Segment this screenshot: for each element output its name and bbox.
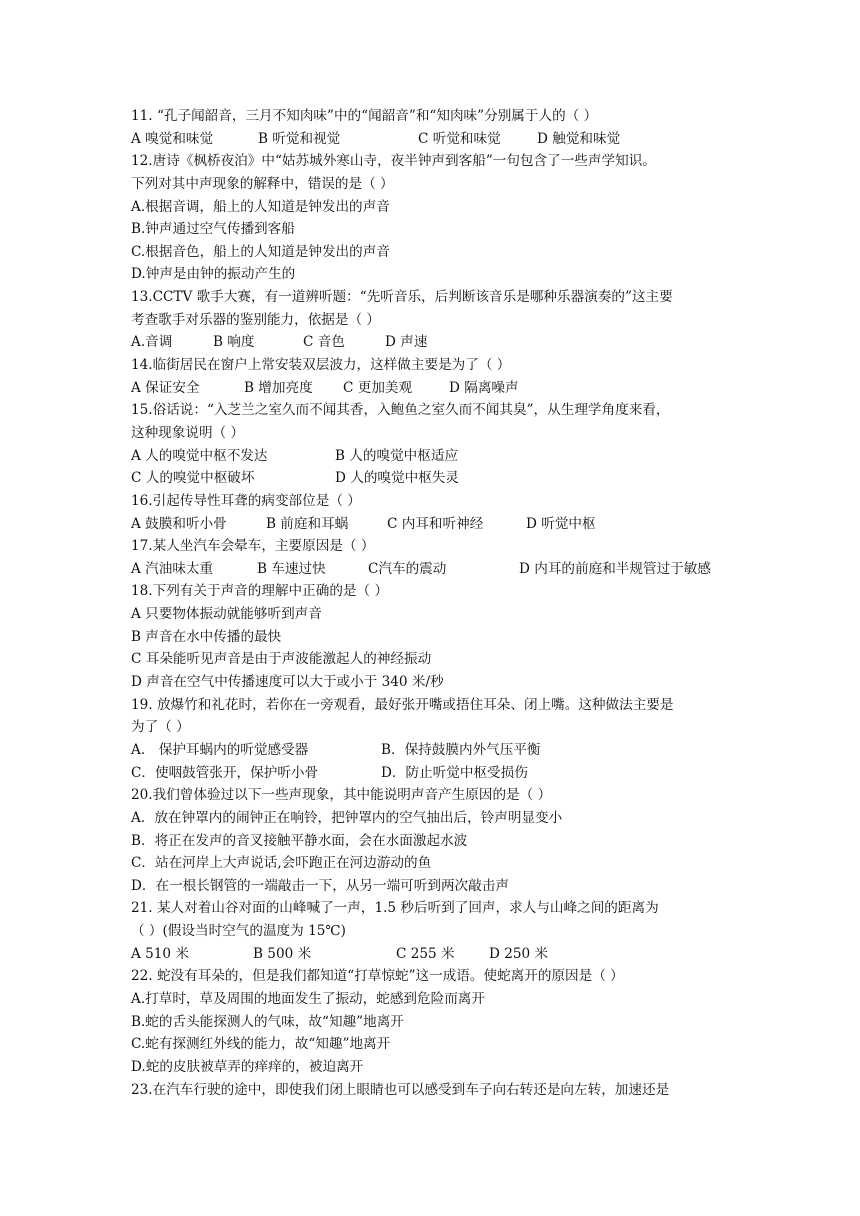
- question-13-stem: 13.CCTV 歌手大赛，有一道辨听题：“先听音乐，后判断该音乐是哪种乐器演奏的”这主要: [131, 289, 673, 306]
- option-d: D.钟声是由钟的振动产生的: [131, 266, 296, 283]
- option-b: B 车速过快: [257, 560, 326, 577]
- question-14-options: [131, 377, 751, 400]
- option-c: C.根据音色，船上的人知道是钟发出的声音: [131, 243, 390, 260]
- option-c: C 内耳和听神经: [387, 515, 484, 532]
- option-a: A.根据音调，船上的人知道是钟发出的声音: [131, 198, 390, 215]
- option-d: D 声音在空气中传播速度可以大于或小于 340 米/秒: [131, 674, 444, 691]
- option-b: B 人的嗅觉中枢适应: [335, 447, 459, 464]
- option-c: C 音色: [303, 334, 345, 351]
- question-11-options: [131, 128, 751, 151]
- question-21-stem: 21. 某人对着山谷对面的山峰喊了一声，1.5 秒后听到了回声，求人与山峰之间的距离为: [131, 900, 659, 917]
- question-20-stem: 20.我们曾体验过以下一些声现象，其中能说明声音产生原因的是（ ）: [131, 787, 552, 804]
- question-17-stem: 17.某人坐汽车会晕车，主要原因是（ ）: [131, 538, 375, 555]
- option-a: A． 保护耳蜗内的听觉感受器: [131, 741, 309, 758]
- question-14-stem: 14.临街居民在窗户上常安装双层波力，这样做主要是为了（ ）: [131, 357, 511, 374]
- option-d: D.蛇的皮肤被草弄的痒痒的，被迫离开: [131, 1058, 364, 1075]
- question-22-stem: 22. 蛇没有耳朵的，但是我们都知道“打草惊蛇”这一成语。使蛇离开的原因是（ ）: [131, 968, 624, 985]
- option-b: B．保持鼓膜内外气压平衡: [381, 741, 541, 758]
- option-b: B 听觉和视觉: [258, 130, 341, 147]
- question-15-options-row2: [131, 467, 751, 490]
- option-a: A 汽油味太重: [131, 560, 214, 577]
- question-list: [131, 105, 751, 1101]
- question-17-options: [131, 558, 751, 581]
- option-b: B 500 米: [253, 945, 312, 962]
- option-b: B．将正在发声的音叉接触平静水面，会在水面激起水波: [131, 832, 468, 849]
- question-18-stem: 18.下列有关于声音的理解中正确的是（ ）: [131, 583, 389, 600]
- question-15-stem-cont: 这种现象说明（ ）: [131, 424, 245, 441]
- option-b: B 增加亮度: [244, 379, 313, 396]
- option-b: B 前庭和耳蜗: [266, 515, 349, 532]
- option-d: D 隔离噪声: [449, 379, 519, 396]
- option-a: A.音调: [131, 334, 173, 351]
- option-b: B.钟声通过空气传播到客船: [131, 221, 295, 238]
- question-19-options-row2: [131, 762, 751, 785]
- option-b: B.蛇的舌头能探测人的气味，故“知趣”地离开: [131, 1013, 404, 1030]
- question-11-stem: 11. “孔子闻韶音，三月不知肉味”中的“闻韶音”和“知肉味”分别属于人的（ ）: [131, 108, 598, 124]
- option-d: D 250 米: [489, 945, 549, 962]
- question-13-stem-cont: 考查歌手对乐器的鉴别能力，依据是（ ）: [131, 311, 381, 328]
- option-c: C 人的嗅觉中枢破坏: [131, 470, 255, 487]
- option-a: A 只要物体振动就能够听到声音: [131, 606, 322, 623]
- option-c: C.蛇有探测红外线的能力，故“知趣”地离开: [131, 1036, 391, 1053]
- question-19-stem: 19. 放爆竹和礼花时，若你在一旁观看，最好张开嘴或捂住耳朵、闭上嘴。这种做法主要是: [131, 696, 674, 713]
- question-21-stem-cont: （ ）(假设当时空气的温度为 15℃): [131, 923, 346, 940]
- option-d: D．在一根长钢管的一端敲击一下，从另一端可听到两次敲击声: [131, 877, 509, 894]
- option-b: B 响度: [213, 334, 255, 351]
- option-c: C．使咽鼓管张开，保护听小骨: [131, 764, 319, 781]
- option-c: C 听觉和味觉: [418, 130, 501, 147]
- option-c: C 耳朵能听见声音是由于声波能激起人的神经振动: [131, 651, 432, 668]
- option-b: B 声音在水中传播的最快: [131, 628, 282, 645]
- option-c: C汽车的震动: [368, 560, 447, 577]
- option-a: A 保证安全: [131, 379, 200, 396]
- question-16-stem: 16.引起传导性耳聋的病变部位是（ ）: [131, 492, 361, 509]
- option-d: D 触觉和味觉: [537, 130, 621, 147]
- question-23-stem: 23.在汽车行驶的途中，即使我们闭上眼睛也可以感受到车子向右转还是向左转，加速还是: [131, 1081, 670, 1098]
- question-19-options-row1: [131, 739, 751, 762]
- option-a: A 鼓膜和听小骨: [131, 515, 227, 532]
- question-16-options: [131, 513, 751, 536]
- option-a: A.打草时，草及周围的地面发生了振动，蛇感到危险而离开: [131, 990, 485, 1007]
- option-c: C 255 米: [396, 945, 455, 962]
- option-d: D 人的嗅觉中枢失灵: [335, 470, 459, 487]
- option-d: D 声速: [385, 334, 428, 351]
- question-12-stem-cont: 下列对其中声现象的解释中，错误的是（ ）: [131, 175, 394, 192]
- option-a: A 人的嗅觉中枢不发达: [131, 447, 268, 464]
- question-21-options: [131, 943, 751, 966]
- option-c: C．站在河岸上大声说话,会吓跑正在河边游动的鱼: [131, 855, 432, 872]
- option-a: A 嗅觉和味觉: [131, 130, 214, 147]
- question-12-stem: 12.唐诗《枫桥夜泊》中“姑苏城外寒山寺，夜半钟声到客船”一句包含了一些声学知识。: [131, 153, 656, 170]
- option-d: D 听觉中枢: [526, 515, 596, 532]
- option-a: A．放在钟罩内的闹钟正在响铃，把钟罩内的空气抽出后，铃声明显变小: [131, 809, 563, 826]
- option-d: D．防止听觉中枢受损伤: [381, 764, 528, 781]
- question-19-stem-cont: 为了（ ）: [131, 719, 190, 736]
- question-13-options: [131, 331, 751, 354]
- question-15-stem: 15.俗话说：“入芝兰之室久而不闻其香，入鲍鱼之室久而不闻其臭”，从生理学角度来看，: [131, 402, 670, 419]
- option-a: A 510 米: [131, 945, 189, 962]
- question-15-options-row1: [131, 445, 751, 468]
- option-d: D 内耳的前庭和半规管过于敏感: [519, 560, 711, 577]
- option-c: C 更加美观: [343, 379, 413, 396]
